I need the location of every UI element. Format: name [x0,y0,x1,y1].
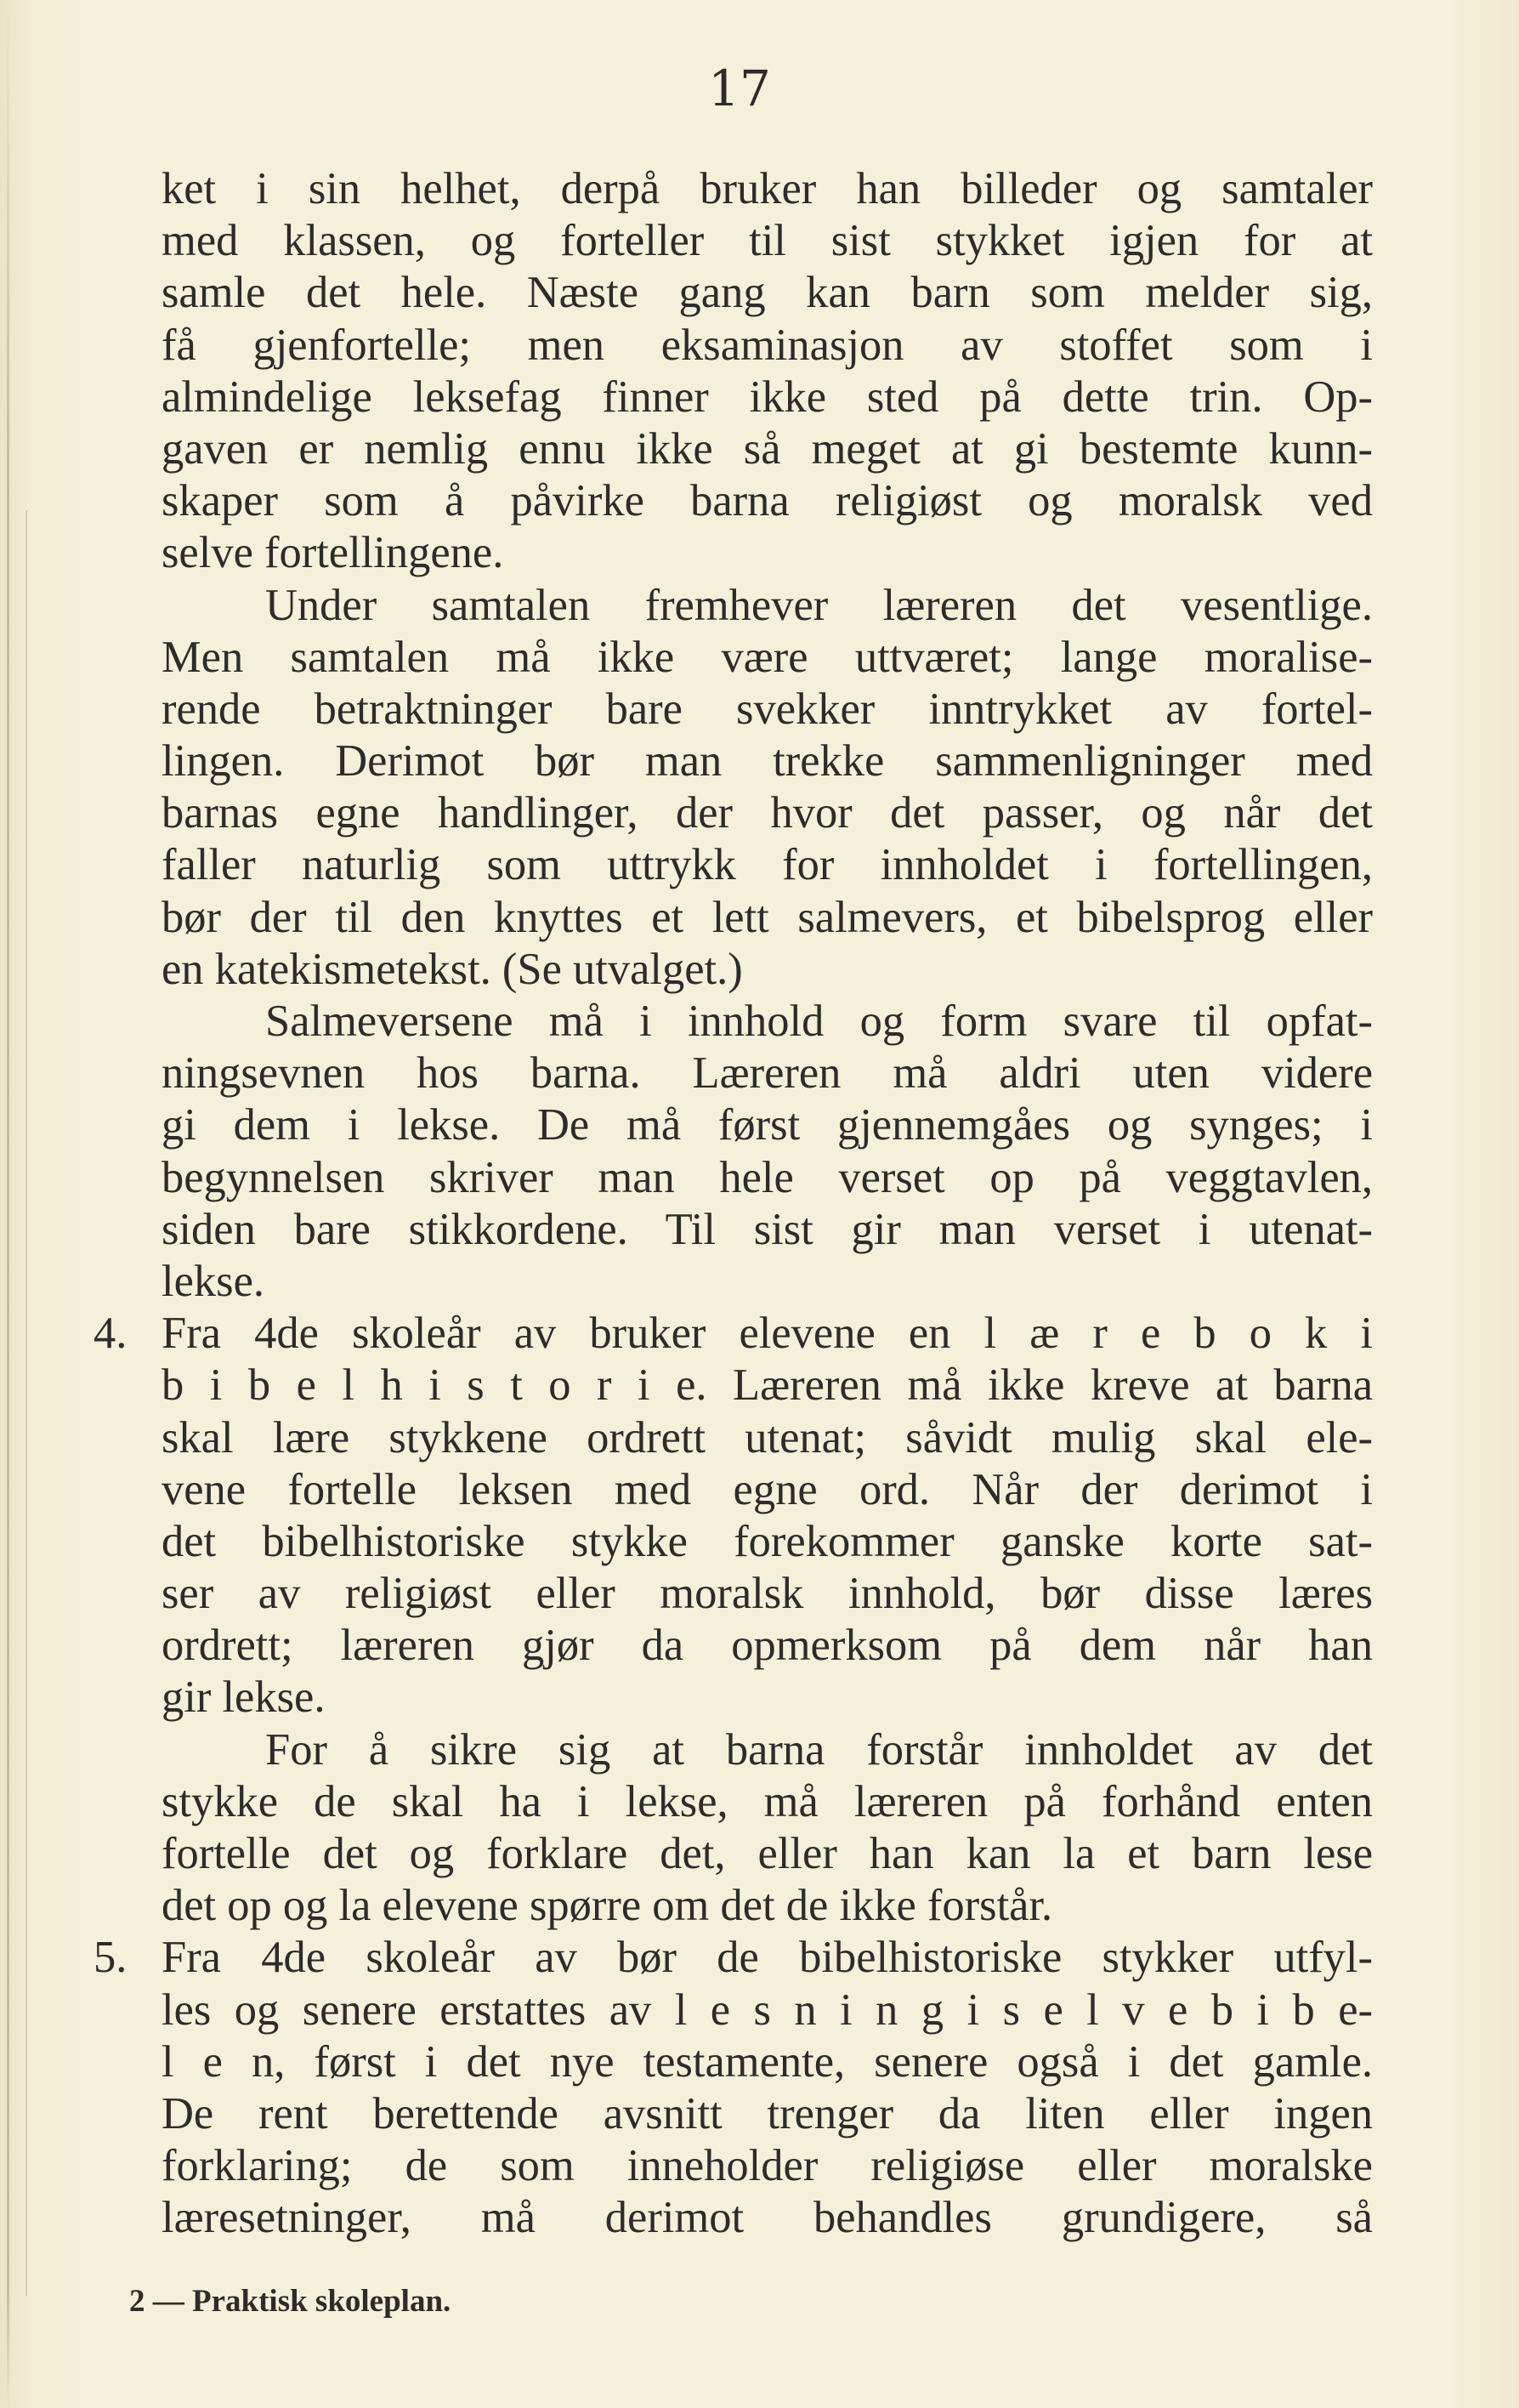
text-line [162,892,1373,944]
text-line [162,2140,1373,2192]
text-line [162,1048,1373,1099]
text-line [162,1516,1373,1568]
binding-shadow [26,510,27,2296]
line-text: rende betraktninger bare svekker inntrykket av fortel- [162,684,1373,734]
line-text: skal lære stykkene ordrett utenat; såvidt mulig skal ele- [162,1412,1373,1462]
text-line [162,839,1373,891]
text-line [162,2036,1373,2088]
text-line [162,684,1373,735]
line-text: ket i sin helhet, derpå bruker han billeder og samtaler [162,164,1373,213]
text-line [162,2088,1373,2140]
line-text: For å sikre sig at barna forstår innholdet av det [265,1724,1373,1775]
text-line [162,787,1373,839]
text-line [162,1724,1373,1776]
line-text: få gjenfortelle; men eksaminasjon av stoffet som i [162,320,1373,370]
list-number: 4. [94,1309,128,1359]
line-text: l e n, først i det nye testamente, senere også i det gamle. [162,2036,1373,2087]
line-text: begynnelsen skriver man hele verset op på veggtavlen, [162,1152,1373,1202]
text-line [162,2192,1373,2244]
footer-signature: 2 — Praktisk skoleplan. [129,2284,451,2319]
text-line [162,475,1373,527]
page-number: 17 [708,60,771,117]
line-text: les og senere erstattes av l e s n i n g i s e l v e b i b e- [162,1985,1373,2035]
line-text: det bibelhistoriske stykke forekommer ganske korte sat- [162,1516,1373,1566]
line-text: De rent berettende avsnitt trenger da liten eller ingen [162,2088,1373,2138]
text-line [162,372,1373,423]
line-text: lekse. [162,1256,264,1306]
text-line [162,632,1373,684]
text-line [162,527,1373,579]
text-line [162,1412,1373,1464]
line-text: Fra 4de skoleår av bruker elevene en l æ r e b o k i [162,1309,1373,1359]
line-text: b i b e l h i s t o r i e. Læreren må ikke kreve at barna [162,1360,1373,1411]
line-text: siden bare stikkordene. Til sist gir man verset i utenat- [162,1204,1373,1254]
text-line [162,580,1373,632]
text-line [162,1256,1373,1308]
text-line [162,1776,1373,1828]
line-text: ningsevnen hos barna. Læreren må aldri uten videre [162,1048,1373,1099]
text-line [162,1828,1373,1880]
text-line [162,735,1373,787]
body-text [94,163,1373,2245]
line-text: selve fortellingene. [162,528,504,578]
line-text: ser av religiøst eller moralsk innhold, bør disse læres [162,1569,1373,1619]
line-text: lingen. Derimot bør man trekke sammenligninger med [162,736,1373,787]
line-text: læresetninger, må derimot behandles grundigere, så [162,2193,1373,2243]
line-text: gir lekse. [162,1673,326,1723]
line-text: barnas egne handlinger, der hvor det passer, og når det [162,788,1373,838]
text-line [162,1204,1373,1256]
line-text: Salmeversene må i innhold og form svare til opfat- [265,997,1373,1046]
line-text: ordrett; læreren gjør da opmerksom på dem når han [162,1621,1373,1671]
line-text: samle det hele. Næste gang kan barn som melder sig, [162,268,1373,318]
text-line [162,320,1373,372]
binding-edge [7,0,9,2408]
text-line [162,1360,1373,1411]
line-text: gi dem i lekse. De må først gjennemgåes og synges; i [162,1100,1373,1150]
text-line [162,996,1373,1048]
text-line [162,1672,1373,1724]
line-text: Men samtalen må ikke være uttværet; lange moralise- [162,632,1373,682]
text-line [162,1464,1373,1516]
list-number: 5. [94,1933,128,1983]
line-text: Fra 4de skoleår av bør de bibelhistoriske stykker utfyl- [162,1933,1373,1983]
line-text: bør der til den knyttes et lett salmevers, et bibelsprog eller [162,892,1373,942]
line-text: almindelige leksefag finner ikke sted på dette trin. Op- [162,372,1373,422]
text-line [162,1152,1373,1204]
text-line [162,1880,1373,1932]
text-line [162,267,1373,319]
line-text: faller naturlig som uttrykk for innholdet i fortellingen, [162,840,1373,890]
text-line [94,1308,1373,1360]
text-line [162,1568,1373,1620]
text-line [162,215,1373,267]
text-line [162,1620,1373,1672]
text-line [162,1985,1373,2036]
line-text: en katekismetekst. (Se utvalget.) [162,944,743,994]
text-line [162,163,1373,215]
line-text: stykke de skal ha i lekse, må læreren på forhånd enten [162,1776,1373,1826]
line-text: fortelle det og forklare det, eller han kan la et barn lese [162,1829,1373,1878]
text-line [162,944,1373,996]
line-text: forklaring; de som inneholder religiøse eller moralske [162,2141,1373,2191]
line-text: med klassen, og forteller til sist stykket igjen for at [162,216,1373,266]
line-text: skaper som å påvirke barna religiøst og moralsk ved [162,476,1373,526]
line-text: Under samtalen fremhever læreren det vesentlige. [265,580,1373,630]
text-line [162,423,1373,475]
text-line [162,1099,1373,1151]
line-text: det op og la elevene spørre om det de ikke forstår. [162,1881,1053,1931]
line-text: gaven er nemlig ennu ikke så meget at gi bestemte kunn- [162,423,1373,474]
text-line [94,1932,1373,1984]
line-text: vene fortelle leksen med egne ord. Når der derimot i [162,1464,1373,1514]
